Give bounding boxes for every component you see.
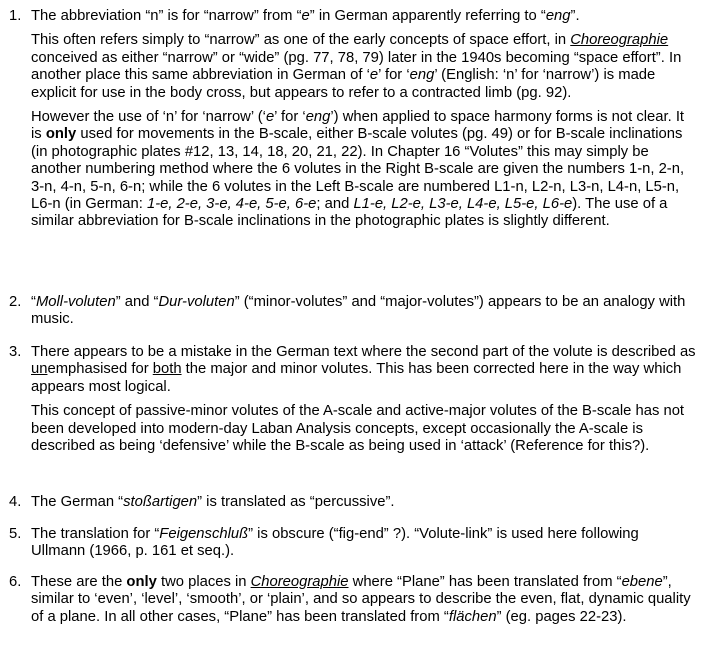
emphasis-italic: eng [545, 8, 571, 24]
note-paragraph: This often refers simply to “narrow” as one of the early concepts of space effort, in Choreographie conceived as either “narrow” or “wide” (pg. 77, 78, 79) later in the 1940s becoming “space effort”. In another place this same abbreviation in German of ‘e’ for ‘eng’ (English: ‘n’ for ‘narrow’) is made explicit for use in the body cross, but appears to refer to a contracted limb (pg. 92). [31, 32, 682, 101]
note-number: 3. [9, 344, 22, 360]
note-paragraph: However the use of ‘n’ for ‘narrow’ (‘e’ for ‘eng’) when applied to space harmony forms is not clear. It is only used for movements in the B-scale, either B-scale volutes (pg. 49) or for B-scale inclinations (in photographic plates #12, 13, 14, 18, 20, 21, 22). In Chapter 16 “Volutes” this may simply be another numbering method where the 6 volutes in the Right B-scale are given the numbers 1-n, 2-n, 3-n, 4-n, 5-n, 6-n; while the 6 volutes in the Left B-scale are numbered L1-n, L2-n, L3-n, L4-n, L5-n, L6-n (in German: 1-e, 2-e, 3-e, 4-e, 5-e, 6-e; and L1-e, L2-e, L3-e, L4-e, L5-e, L6-e). The use of a similar abbreviation for B-scale inclinations in the photographic plates is slightly different. [31, 109, 685, 230]
note-number: 1. [9, 8, 22, 24]
note-paragraph: The German “stoßartigen” is translated as “percussive”. [31, 494, 395, 510]
note-5 [0, 526, 703, 561]
note-paragraph: The translation for “Feigenschluß” is obscure (“fig-end” ?). “Volute-link” is used here following Ullmann (1966, p. 161 et seq.). [31, 526, 639, 560]
emphasis-italic: e [301, 8, 310, 24]
note-4 [0, 494, 703, 511]
book-title: Choreographie [250, 574, 349, 590]
emphasis-italic: Dur-voluten [158, 294, 235, 310]
note-6 [0, 574, 703, 626]
emphasis-italic: e [265, 109, 275, 126]
note-paragraph: These are the only two places in Choreographie where “Plane” has been translated from “ebene”, similar to ‘even’, ‘level’, ‘smooth’, or ‘plain’, and so appears to describe the even, flat, dynamic quality of a plane. In all other cases, “Plane” has been translated from “flächen” (eg. pages 22-23). [31, 574, 691, 625]
emphasis-italic: eng [409, 67, 435, 84]
note-number: 2. [9, 294, 22, 310]
note-paragraph: There appears to be a mistake in the German text where the second part of the volute is described as unemphasised for both the major and minor volutes. This has been corrected here in the way which appears most logical. [31, 344, 696, 395]
book-title: Choreographie [570, 32, 669, 49]
note-2 [0, 294, 703, 329]
note-number: 5. [9, 526, 22, 542]
note-paragraph: “Moll-voluten” and “Dur-voluten” (“minor-volutes” and “major-volutes”) appears to be an analogy with music. [31, 294, 686, 328]
emphasis-italic: ebene [621, 574, 663, 590]
emphasis-italic: flächen [448, 608, 497, 625]
emphasis-italic: eng [305, 109, 331, 126]
emphasis-italic: e [369, 67, 379, 84]
emphasis-bold: only [126, 574, 157, 590]
note-paragraph: The abbreviation “n” is for “narrow” from “e” in German apparently referring to “eng”. [31, 8, 580, 24]
note-3 [0, 344, 703, 455]
emphasis-underline: un [31, 361, 48, 378]
note-1 [0, 8, 703, 231]
emphasis-italic: L1-e, L2-e, L3-e, L4-e, L5-e, L6-e [353, 196, 573, 213]
note-number: 4. [9, 494, 22, 510]
note-number: 6. [9, 574, 22, 590]
note-paragraph: This concept of passive-minor volutes of the A-scale and active-major volutes of the B-scale has not been developed into modern-day Laban Analysis concepts, except occasionally the A-scale is described as being ‘defensive’ while the B-scale as being used in ‘attack’ (Reference for this?). [31, 403, 685, 455]
emphasis-italic: Feigenschluß [159, 526, 249, 542]
emphasis-bold: only [45, 126, 77, 143]
emphasis-italic: Moll-voluten [35, 294, 116, 310]
emphasis-underline: both [152, 361, 182, 378]
emphasis-italic: 1-e, 2-e, 3-e, 4-e, 5-e, 6-e [146, 196, 317, 213]
emphasis-italic: stoßartigen [123, 494, 198, 510]
